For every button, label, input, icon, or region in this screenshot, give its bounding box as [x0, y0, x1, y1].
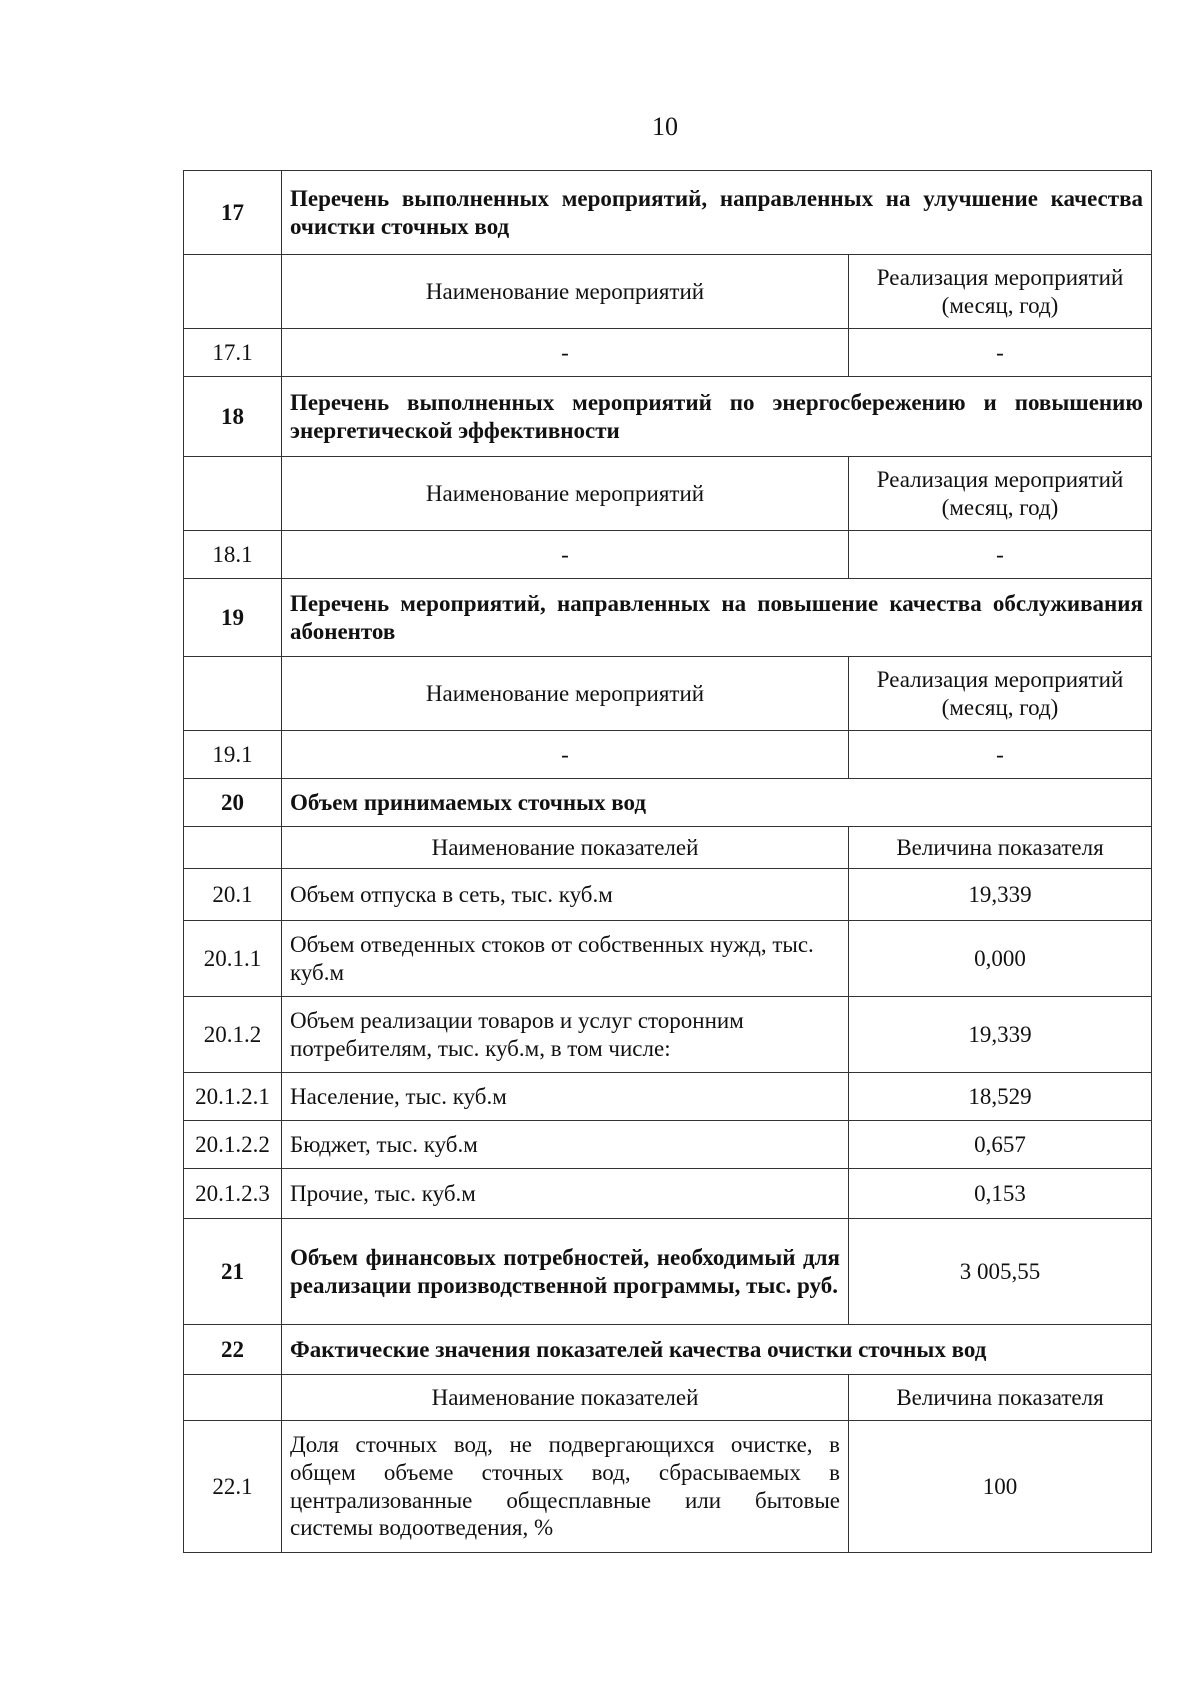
table-row [184, 1073, 1152, 1121]
section-title: Перечень выполненных мероприятий, направленных на улучшение качества очистки сточных вод [282, 171, 1152, 255]
section-title: Перечень выполненных мероприятий по энергосбережению и повышению энергетической эффективности [282, 377, 1152, 457]
section-header-20 [184, 779, 1152, 827]
section-number: 22 [184, 1325, 282, 1375]
row-value: 19,339 [849, 997, 1152, 1073]
section-number: 19 [184, 579, 282, 657]
page-number: 10 [652, 112, 678, 141]
column-header-row [184, 827, 1152, 869]
row-number: 17.1 [184, 329, 282, 377]
row-number: 20.1.1 [184, 921, 282, 997]
row-number: 18.1 [184, 531, 282, 579]
column-header-name: Наименование мероприятий [282, 255, 849, 329]
section-header-19 [184, 579, 1152, 657]
column-header-value: Реализация мероприятий (месяц, год) [849, 457, 1152, 531]
row-name: Объем отпуска в сеть, тыс. куб.м [282, 869, 849, 921]
empty-cell [184, 1375, 282, 1421]
section-title: Объем принимаемых сточных вод [282, 779, 1152, 827]
table-row [184, 531, 1152, 579]
table-row [184, 997, 1152, 1073]
section-header-22 [184, 1325, 1152, 1375]
row-name: - [282, 731, 849, 779]
empty-cell [184, 457, 282, 531]
column-header-name: Наименование мероприятий [282, 657, 849, 731]
table-row [184, 1121, 1152, 1169]
section-number: 17 [184, 171, 282, 255]
row-value: 100 [849, 1421, 1152, 1553]
row-number: 19.1 [184, 731, 282, 779]
row-number: 20.1 [184, 869, 282, 921]
row-number: 22.1 [184, 1421, 282, 1553]
section-header-17 [184, 171, 1152, 255]
row-number: 20.1.2.1 [184, 1073, 282, 1121]
row-name: Бюджет, тыс. куб.м [282, 1121, 849, 1169]
row-value: 0,153 [849, 1169, 1152, 1219]
column-header-name: Наименование показателей [282, 827, 849, 869]
row-name: Прочие, тыс. куб.м [282, 1169, 849, 1219]
column-header-row [184, 457, 1152, 531]
row-name: Объем реализации товаров и услуг сторонним потребителям, тыс. куб.м, в том числе: [282, 997, 849, 1073]
row-number: 20.1.2.3 [184, 1169, 282, 1219]
document-table [183, 170, 1152, 1553]
column-header-value: Величина показателя [849, 827, 1152, 869]
section-number: 18 [184, 377, 282, 457]
row-name: Доля сточных вод, не подвергающихся очистке, в общем объеме сточных вод, сбрасываемых в централизованные общесплавные или бытовые системы водоотведения, % [282, 1421, 849, 1553]
row-name: - [282, 329, 849, 377]
table-row [184, 921, 1152, 997]
table-row [184, 1169, 1152, 1219]
column-header-row [184, 1375, 1152, 1421]
column-header-name: Наименование показателей [282, 1375, 849, 1421]
section-number: 21 [184, 1219, 282, 1325]
row-value: - [849, 731, 1152, 779]
section-title: Фактические значения показателей качества очистки сточных вод [282, 1325, 1152, 1375]
column-header-value: Реализация мероприятий (месяц, год) [849, 255, 1152, 329]
column-header-row [184, 255, 1152, 329]
row-value: 0,000 [849, 921, 1152, 997]
row-name: - [282, 531, 849, 579]
section-number: 20 [184, 779, 282, 827]
section-title: Объем финансовых потребностей, необходимый для реализации производственной программы, тыс. руб. [282, 1219, 849, 1325]
row-name: Население, тыс. куб.м [282, 1073, 849, 1121]
section-title: Перечень мероприятий, направленных на повышение качества обслуживания абонентов [282, 579, 1152, 657]
column-header-name: Наименование мероприятий [282, 457, 849, 531]
row-value: 18,529 [849, 1073, 1152, 1121]
row-number: 20.1.2.2 [184, 1121, 282, 1169]
empty-cell [184, 255, 282, 329]
row-value: 3 005,55 [849, 1219, 1152, 1325]
row-value: 0,657 [849, 1121, 1152, 1169]
column-header-value: Реализация мероприятий (месяц, год) [849, 657, 1152, 731]
empty-cell [184, 827, 282, 869]
table-row [184, 731, 1152, 779]
table-row [184, 869, 1152, 921]
row-value: - [849, 329, 1152, 377]
row-number: 20.1.2 [184, 997, 282, 1073]
empty-cell [184, 657, 282, 731]
table-row [184, 1421, 1152, 1553]
section-header-18 [184, 377, 1152, 457]
column-header-row [184, 657, 1152, 731]
row-value: 19,339 [849, 869, 1152, 921]
table-row [184, 329, 1152, 377]
section-row-21 [184, 1219, 1152, 1325]
row-name: Объем отведенных стоков от собственных нужд, тыс. куб.м [282, 921, 849, 997]
column-header-value: Величина показателя [849, 1375, 1152, 1421]
row-value: - [849, 531, 1152, 579]
